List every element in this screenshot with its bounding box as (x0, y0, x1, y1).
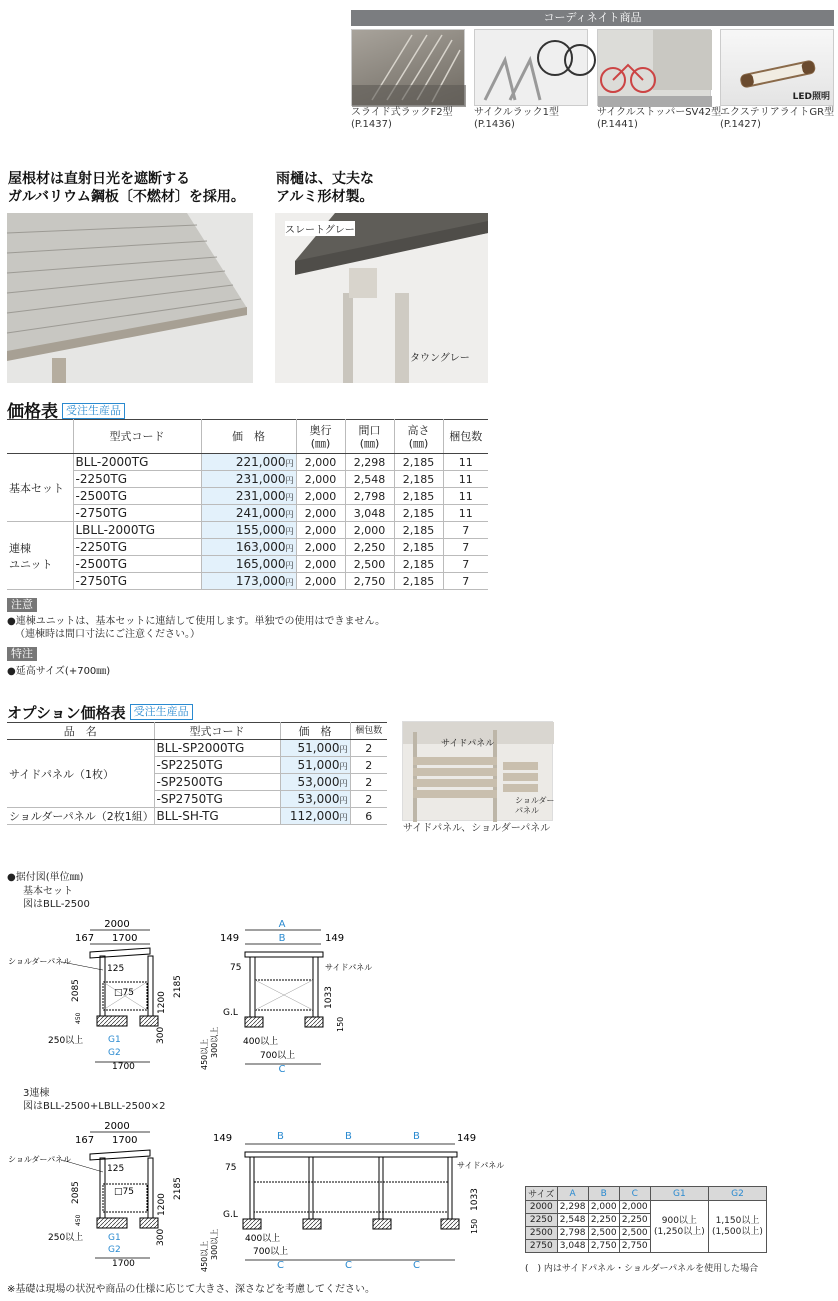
option-name: サイドパネル（1枚） (7, 740, 154, 808)
dim-450-t: 450 (75, 1214, 82, 1226)
option-table-badge: 受注生産品 (130, 704, 193, 720)
dim-2000-t: 2000 (104, 1121, 130, 1132)
yen-unit: 円 (339, 745, 348, 754)
depth-cell: 2,000 (296, 539, 345, 556)
triple-side-drawing (0, 1114, 210, 1279)
dim-450v: 450以上 (200, 1038, 209, 1070)
cycle-stopper-image (598, 30, 712, 107)
yen-unit: 円 (285, 527, 294, 536)
dim-GL-t: G.L (223, 1210, 238, 1220)
height-cell: 2,185 (394, 522, 443, 539)
model-code: BLL-2000TG (73, 454, 201, 471)
dim-75b-t: 75 (225, 1163, 237, 1173)
gutter-label-slate: スレートグレー (285, 221, 355, 236)
install-footnote: ※基礎は現場の状況や商品の仕様に応じて大きさ、深さなどを考慮してください。 (7, 1284, 375, 1295)
price-cell (201, 556, 296, 573)
height-cell: 2,185 (394, 471, 443, 488)
yen-unit: 円 (339, 813, 348, 822)
shoulder-label-t: ショルダーパネル (8, 1155, 72, 1164)
depth-cell: 2,000 (296, 522, 345, 539)
option-row (7, 740, 387, 757)
dim-149-right: 149 (325, 933, 345, 944)
price-row (7, 573, 488, 590)
dim-75-t: □75 (114, 1187, 134, 1197)
exterior-light-photo (720, 29, 834, 106)
option-label-shoulder: ショルダー パネル (515, 796, 555, 815)
option-pack: 2 (350, 774, 387, 791)
dim-2185-t: 2185 (173, 1177, 183, 1200)
cycle-stopper-photo (597, 29, 711, 106)
dim-300-t: 300 (156, 1228, 166, 1246)
price-cell (201, 454, 296, 471)
size-cell: 2,000 (588, 1201, 619, 1214)
col-height: 高さ (㎜) (394, 420, 443, 454)
dim-B3: B (413, 1131, 420, 1142)
pack-cell: 7 (443, 522, 488, 539)
option-code: -SP2750TG (154, 791, 280, 808)
col-price: 価 格 (201, 420, 296, 454)
pack-cell: 7 (443, 539, 488, 556)
price-row (7, 471, 488, 488)
basic-side-drawing (0, 912, 210, 1077)
dim-149-right-t: 149 (457, 1133, 477, 1144)
price-cell (201, 539, 296, 556)
size-g2: 1,150以上 (1,500以上) (708, 1201, 766, 1253)
opt-col-model: 型式コード (154, 723, 280, 740)
dim-150: 150 (336, 1016, 345, 1032)
dim-300v-t: 300以上 (210, 1228, 219, 1260)
model-code: -2250TG (73, 539, 201, 556)
size-cell: 2,000 (619, 1201, 650, 1214)
price-value: 51,000 (297, 758, 340, 772)
caution-note-1: ●連棟ユニットは、基本セットに連結して使用します。単独での使用はできません。 (7, 616, 386, 627)
slide-rack-photo (351, 29, 465, 106)
price-value: 173,000 (235, 574, 286, 588)
pack-cell: 11 (443, 488, 488, 505)
dim-450v-t: 450以上 (200, 1240, 209, 1272)
price-row (7, 556, 488, 573)
option-pack: 2 (350, 740, 387, 757)
yen-unit: 円 (285, 561, 294, 570)
roof-photo (7, 213, 253, 383)
size-col-A: A (557, 1187, 588, 1201)
depth-cell: 2,000 (296, 505, 345, 522)
height-cell: 2,185 (394, 505, 443, 522)
size-cell: 2,750 (619, 1240, 650, 1253)
yen-unit: 円 (285, 578, 294, 587)
caution-section (7, 598, 385, 678)
gutter-heading: 雨樋は、丈夫な アルミ形材製。 (276, 171, 374, 205)
model-code: LBLL-2000TG (73, 522, 201, 539)
height-cell: 2,185 (394, 556, 443, 573)
dim-B2: B (345, 1131, 352, 1142)
price-value: 53,000 (297, 792, 340, 806)
model-code: -2500TG (73, 556, 201, 573)
price-value: 51,000 (297, 741, 340, 755)
width-cell: 2,298 (345, 454, 394, 471)
pack-cell: 7 (443, 573, 488, 590)
dim-G2-t: G2 (108, 1245, 121, 1255)
size-cell: 2,298 (557, 1201, 588, 1214)
col-width: 間口 (㎜) (345, 420, 394, 454)
option-price (280, 808, 350, 825)
gutter-label-town: タウングレー (410, 353, 470, 364)
special-note-1: ●延高サイズ(+700㎜) (7, 666, 111, 677)
height-cell: 2,185 (394, 488, 443, 505)
exterior-light-image (721, 30, 835, 90)
slide-rack-image (352, 30, 466, 107)
size-cell: 2,500 (588, 1227, 619, 1240)
dim-1700: 1700 (112, 933, 138, 944)
yen-unit: 円 (285, 493, 294, 502)
size-cell: 2500 (526, 1227, 558, 1240)
pack-cell: 7 (443, 556, 488, 573)
dim-C1: C (277, 1260, 284, 1271)
option-code: BLL-SH-TG (154, 808, 280, 825)
size-row (526, 1201, 767, 1214)
depth-cell: 2,000 (296, 471, 345, 488)
yen-unit: 円 (285, 476, 294, 485)
price-cell (201, 488, 296, 505)
price-table-title: 価格表 受注生産品 (7, 397, 125, 422)
size-cell: 2000 (526, 1201, 558, 1214)
dim-B1: B (277, 1131, 284, 1142)
price-value: 221,000 (235, 455, 286, 469)
cycle-rack-image (475, 30, 589, 107)
size-col-B: B (588, 1187, 619, 1201)
dim-1700-t: 1700 (112, 1135, 138, 1146)
option-code: -SP2250TG (154, 757, 280, 774)
width-cell: 2,750 (345, 573, 394, 590)
opt-col-pack: 梱包数 (350, 723, 387, 740)
dim-700-t: 700以上 (253, 1247, 289, 1257)
price-row (7, 522, 488, 539)
dim-167: 167 (75, 933, 95, 944)
gutter-photo (275, 213, 488, 383)
caution-note-2: （連棟時は間口寸法にご注意ください。） (15, 629, 200, 640)
dim-2085-t: 2085 (71, 1181, 81, 1204)
basic-front-drawing (200, 912, 400, 1077)
option-photo (402, 721, 553, 821)
yen-unit: 円 (285, 544, 294, 553)
dim-B: B (278, 933, 286, 944)
yen-unit: 円 (339, 779, 348, 788)
triple-front-drawing (200, 1114, 520, 1279)
group-label: 基本セット (7, 454, 73, 522)
price-row (7, 488, 488, 505)
price-value: 231,000 (235, 472, 286, 486)
coord-caption-1: スライド式ラックF2型 (P.1437) (351, 107, 453, 130)
width-cell: 2,500 (345, 556, 394, 573)
roof-image (7, 213, 253, 383)
width-cell: 2,798 (345, 488, 394, 505)
option-table (7, 722, 387, 825)
dim-A: A (278, 919, 286, 930)
dim-1200-t: 1200 (157, 1193, 167, 1216)
col-depth: 奥行 (㎜) (296, 420, 345, 454)
price-value: 155,000 (235, 523, 286, 537)
dim-C: C (278, 1064, 286, 1075)
triple-title: 3連棟 図はBLL-2500+LBLL-2500×2 (23, 1088, 166, 1112)
dim-450: 450 (75, 1012, 82, 1024)
dim-2085: 2085 (71, 979, 81, 1002)
model-code: -2250TG (73, 471, 201, 488)
dim-300: 300 (156, 1026, 166, 1044)
size-cell: 2,250 (588, 1214, 619, 1227)
dim-1700-bottom-t: 1700 (112, 1259, 135, 1269)
size-col-G1: G1 (650, 1187, 708, 1201)
dim-2185: 2185 (173, 975, 183, 998)
dim-150-t: 150 (470, 1218, 479, 1234)
price-table-header (7, 420, 488, 454)
option-photo-caption: サイドパネル、ショルダーパネル (403, 823, 551, 834)
coord-caption-3: サイクルストッパーSV42型 (P.1441) (597, 107, 722, 130)
price-row (7, 539, 488, 556)
dim-149-left: 149 (220, 933, 240, 944)
size-table (525, 1186, 767, 1253)
yen-unit: 円 (285, 510, 294, 519)
option-name: ショルダーパネル（2枚1組） (7, 808, 154, 825)
size-cell: 2,798 (557, 1227, 588, 1240)
model-code: -2500TG (73, 488, 201, 505)
dim-300v: 300以上 (210, 1026, 219, 1058)
price-value: 112,000 (289, 809, 340, 823)
yen-unit: 円 (339, 762, 348, 771)
depth-cell: 2,000 (296, 573, 345, 590)
coord-caption-2: サイクルラック1型 (P.1436) (474, 107, 559, 130)
col-model: 型式コード (73, 420, 201, 454)
dim-700: 700以上 (260, 1051, 296, 1061)
size-col-size: サイズ (526, 1187, 558, 1201)
option-price (280, 757, 350, 774)
option-row (7, 808, 387, 825)
option-label-side: サイドパネル (441, 739, 495, 749)
price-table-badge: 受注生産品 (62, 403, 125, 419)
height-cell: 2,185 (394, 454, 443, 471)
side-panel-label-t: サイドパネル (457, 1161, 505, 1170)
coord-caption-4: エクステリアライトGR型 (P.1427) (720, 107, 835, 130)
depth-cell: 2,000 (296, 556, 345, 573)
group-label: 連棟 ユニット (7, 522, 73, 590)
basic-title: 基本セット 図はBLL-2500 (23, 886, 90, 910)
option-pack: 2 (350, 791, 387, 808)
yen-unit: 円 (285, 459, 294, 468)
depth-cell: 2,000 (296, 454, 345, 471)
dim-G1-t: G1 (108, 1233, 121, 1243)
dim-400: 400以上 (243, 1037, 279, 1047)
roof-heading: 屋根材は直射日光を遮断する ガルバリウム鋼板〔不燃材〕を採用。 (8, 171, 245, 205)
model-code: -2750TG (73, 505, 201, 522)
size-cell: 2,548 (557, 1214, 588, 1227)
price-row (7, 454, 488, 471)
width-cell: 2,000 (345, 522, 394, 539)
opt-col-price: 価 格 (280, 723, 350, 740)
option-code: -SP2500TG (154, 774, 280, 791)
dim-149-left-t: 149 (213, 1133, 233, 1144)
price-cell (201, 471, 296, 488)
dim-G1: G1 (108, 1035, 121, 1045)
size-cell: 2,500 (619, 1227, 650, 1240)
size-g1: 900以上 (1,250以上) (650, 1201, 708, 1253)
dim-C3: C (413, 1260, 420, 1271)
height-cell: 2,185 (394, 539, 443, 556)
dim-1033-t: 1033 (470, 1188, 480, 1211)
price-cell (201, 573, 296, 590)
option-table-title: オプション価格表 受注生産品 (7, 702, 193, 723)
dim-2000: 2000 (104, 919, 130, 930)
width-cell: 2,548 (345, 471, 394, 488)
pack-cell: 11 (443, 454, 488, 471)
price-value: 231,000 (235, 489, 286, 503)
option-code: BLL-SP2000TG (154, 740, 280, 757)
cycle-rack-photo (474, 29, 588, 106)
size-cell: 2250 (526, 1214, 558, 1227)
price-value: 163,000 (235, 540, 286, 554)
dim-75: □75 (114, 988, 134, 998)
dim-250: 250以上 (48, 1036, 84, 1046)
price-table (7, 419, 488, 590)
model-code: -2750TG (73, 573, 201, 590)
dim-1700-bottom: 1700 (112, 1062, 135, 1072)
caution-tag: 注意 (7, 598, 37, 612)
side-panel-label: サイドパネル (325, 963, 373, 972)
dim-G2: G2 (108, 1048, 121, 1058)
dim-400-t: 400以上 (245, 1234, 281, 1244)
pack-cell: 11 (443, 471, 488, 488)
dim-125-t: 125 (107, 1164, 125, 1174)
dim-C2: C (345, 1260, 352, 1271)
option-pack: 6 (350, 808, 387, 825)
coordinate-header: コーディネイト商品 (351, 10, 834, 26)
price-cell (201, 522, 296, 539)
option-pack: 2 (350, 757, 387, 774)
yen-unit: 円 (339, 796, 348, 805)
dim-250-t: 250以上 (48, 1233, 84, 1243)
dim-1033: 1033 (324, 986, 334, 1009)
dim-167-t: 167 (75, 1135, 95, 1146)
dim-1200: 1200 (157, 991, 167, 1014)
option-price (280, 740, 350, 757)
opt-col-name: 品 名 (7, 723, 154, 740)
led-badge: LED照明 (792, 92, 830, 102)
size-cell: 2,250 (619, 1214, 650, 1227)
shoulder-label: ショルダーパネル (8, 957, 72, 966)
dim-75b: 75 (230, 963, 242, 973)
dim-125: 125 (107, 964, 125, 974)
pack-cell: 11 (443, 505, 488, 522)
depth-cell: 2,000 (296, 488, 345, 505)
dim-GL: G.L (223, 1008, 238, 1018)
size-col-C: C (619, 1187, 650, 1201)
option-price (280, 774, 350, 791)
size-cell: 2750 (526, 1240, 558, 1253)
col-pack: 梱包数 (443, 420, 488, 454)
option-price (280, 791, 350, 808)
size-col-G2: G2 (708, 1187, 766, 1201)
special-tag: 特注 (7, 647, 37, 661)
size-cell: 2,750 (588, 1240, 619, 1253)
size-table-note: ( ) 内はサイドパネル・ショルダーパネルを使用した場合 (525, 1264, 759, 1274)
price-value: 165,000 (235, 557, 286, 571)
price-cell (201, 505, 296, 522)
price-value: 241,000 (235, 506, 286, 520)
price-value: 53,000 (297, 775, 340, 789)
install-title: ●据付図(単位㎜) (7, 872, 84, 883)
price-row (7, 505, 488, 522)
option-table-header (7, 723, 387, 740)
height-cell: 2,185 (394, 573, 443, 590)
width-cell: 2,250 (345, 539, 394, 556)
size-cell: 3,048 (557, 1240, 588, 1253)
width-cell: 3,048 (345, 505, 394, 522)
